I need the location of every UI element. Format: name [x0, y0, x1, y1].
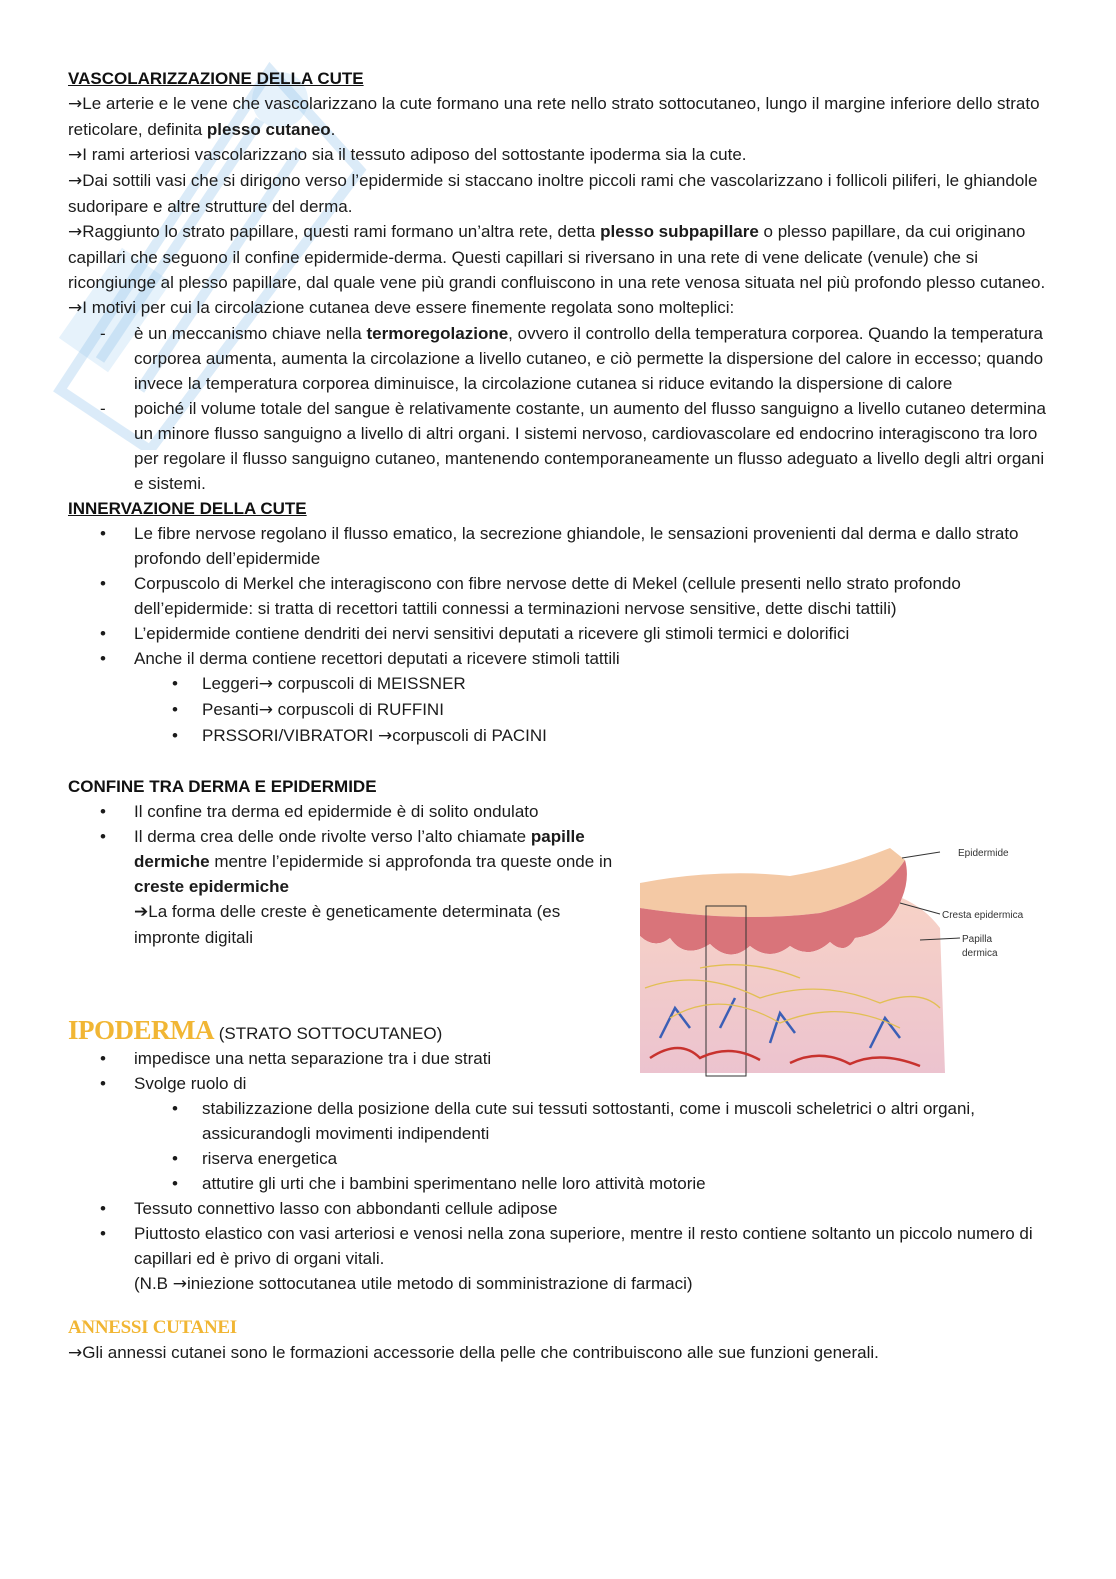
list-item: • Tessuto connettivo lasso con abbondanti cellule adipose: [68, 1196, 1053, 1221]
list-item: • impedisce una netta separazione tra i due strati: [68, 1046, 1053, 1071]
label-epidermide: Epidermide: [958, 848, 1009, 859]
paragraph: →Dai sottili vasi che si dirigono verso l’epidermide si staccano inoltre piccoli rami che vascolarizzano i follicoli piliferi, le ghiandole sudoripare e altre strutture del derma.: [68, 171, 1038, 216]
spacer: [68, 1297, 1053, 1315]
arrow-icon: →: [258, 700, 273, 720]
content: [68, 66, 1053, 1366]
sub-bullet-list: [68, 1096, 1053, 1196]
dash-list: [68, 321, 1053, 496]
section-title-vascolarizzazione: VASCOLARIZZAZIONE DELLA CUTE: [68, 69, 364, 88]
section-title-ipoderma: IPODERMA (STRATO SOTTOCUTANEO): [68, 1015, 443, 1045]
arrow-icon: →: [172, 1274, 187, 1294]
list-item: • Pesanti→ corpuscoli di RUFFINI: [68, 697, 1053, 723]
paragraph: →I rami arteriosi vascolarizzano sia il tessuto adiposo del sottostante ipoderma sia la cute.: [68, 145, 747, 165]
bullet-list: [68, 521, 1053, 671]
paragraph: →I motivi per cui la circolazione cutanea deve essere finemente regolata sono molteplici:: [68, 298, 735, 318]
list-item: • Corpuscolo di Merkel che interagiscono con fibre nervose dette di Mekel (cellule presenti nello strato profondo dell’epidermide: si tratta di recettori tattili connessi a terminazioni nervose sensitive, dette dischi tattili): [68, 571, 1053, 621]
bullet-list: [68, 1196, 1053, 1297]
list-item: • Le fibre nervose regolano il flusso ematico, la secrezione ghiandole, le sensazioni provenienti dal derma e dallo strato profondo dell’epidermide: [68, 521, 1053, 571]
list-item: • Anche il derma contiene recettori deputati a ricevere stimoli tattili: [68, 646, 1053, 671]
arrow-icon: →: [258, 674, 273, 694]
paragraph: →Gli annessi cutanei sono le formazioni accessorie della pelle che contribuiscono alle sue funzioni generali.: [68, 1343, 879, 1363]
arrow-icon: →: [68, 145, 83, 165]
list-item: • Il derma crea delle onde rivolte verso l’alto chiamate papille dermiche mentre l’epidermide si approfonda tra queste onde in creste epidermiche ➔La forma delle creste è geneticamente determinata (es impronte digitali: [68, 824, 616, 950]
list-item: • attutire gli urti che i bambini sperimentano nelle loro attività motorie: [68, 1171, 1053, 1196]
confine-text: [68, 799, 616, 950]
section-title-innervazione: INNERVAZIONE DELLA CUTE: [68, 499, 307, 518]
list-item: • stabilizzazione della posizione della cute sui tessuti sottostanti, come i muscoli scheletrici o altri organi, assicurandogli movimenti indipendenti: [68, 1096, 1053, 1146]
list-item: • Leggeri→ corpuscoli di MEISSNER: [68, 671, 1053, 697]
section-title-annessi: ANNESSI CUTANEI: [68, 1317, 237, 1338]
spacer: [68, 749, 1053, 774]
list-item: • riserva energetica: [68, 1146, 1053, 1171]
arrow-icon: ➔: [134, 902, 149, 922]
section-title-confine: CONFINE TRA DERMA E EPIDERMIDE: [68, 777, 377, 796]
arrow-icon: →: [68, 298, 83, 318]
bullet-list: [68, 799, 616, 950]
arrow-icon: →: [68, 1343, 83, 1363]
arrow-icon: →: [68, 222, 83, 242]
skin-layers-diagram: [640, 838, 1050, 1078]
label-papilla: Papilla: [962, 934, 993, 945]
list-item: - poiché il volume totale del sangue è relativamente costante, un aumento del flusso sanguigno a livello cutaneo determina un minore flusso sanguigno a livello di altri organi. I sistemi nervoso, cardiovascolare ed endocrino interagiscono tra loro per regolare il flusso sanguigno cutaneo, mantenendo contemporaneamente un flusso adeguato a livello degli altri organi e sistemi.: [68, 396, 1053, 496]
paragraph: →Raggiunto lo strato papillare, questi rami formano un’altra rete, detta plesso subpapillare o plesso papillare, da cui originano capillari che seguono il confine epidermide-derma. Questi capillari si riversano in una rete di vene delicate (venule) che si ricongiunge al plesso papillare, dal quale vene più grandi confluiscono in una rete venosa situata nel più profondo plesso cutaneo.: [68, 222, 1046, 292]
label-cresta: Cresta epidermica: [942, 910, 1024, 921]
arrow-icon: →: [68, 171, 83, 191]
list-item: - è un meccanismo chiave nella termoregolazione, ovvero il controllo della temperatura corporea. Quando la temperatura corporea aumenta, aumenta la circolazione a livello cutaneo, e ciò permette la dispersione del calore in eccesso; quando invece la temperatura corporea diminuisce, la circolazione cutanea si riduce evitando la dispersione di calore: [68, 321, 1053, 396]
sub-bullet-list: [68, 671, 1053, 749]
list-item: • PRSSORI/VIBRATORI →corpuscoli di PACINI: [68, 723, 1053, 749]
arrow-icon: →: [378, 726, 393, 746]
list-item: • Piuttosto elastico con vasi arteriosi e venosi nella zona superiore, mentre il resto contiene soltanto un piccolo numero di capillari ed è privo di organi vitali. (N.B →iniezione sottocutanea utile metodo di somministrazione di farmaci): [68, 1221, 1053, 1297]
list-item: • Il confine tra derma ed epidermide è di solito ondulato: [68, 799, 616, 824]
label-dermica: dermica: [962, 948, 998, 959]
paragraph: →Le arterie e le vene che vascolarizzano la cute formano una rete nello strato sottocutaneo, lungo il margine inferiore dello strato reticolare, definita plesso cutaneo.: [68, 94, 1040, 139]
arrow-icon: →: [68, 94, 83, 114]
list-item: • L’epidermide contiene dendriti dei nervi sensitivi deputati a ricevere gli stimoli termici e dolorifici: [68, 621, 1053, 646]
list-item: • Svolge ruolo di: [68, 1071, 1053, 1096]
